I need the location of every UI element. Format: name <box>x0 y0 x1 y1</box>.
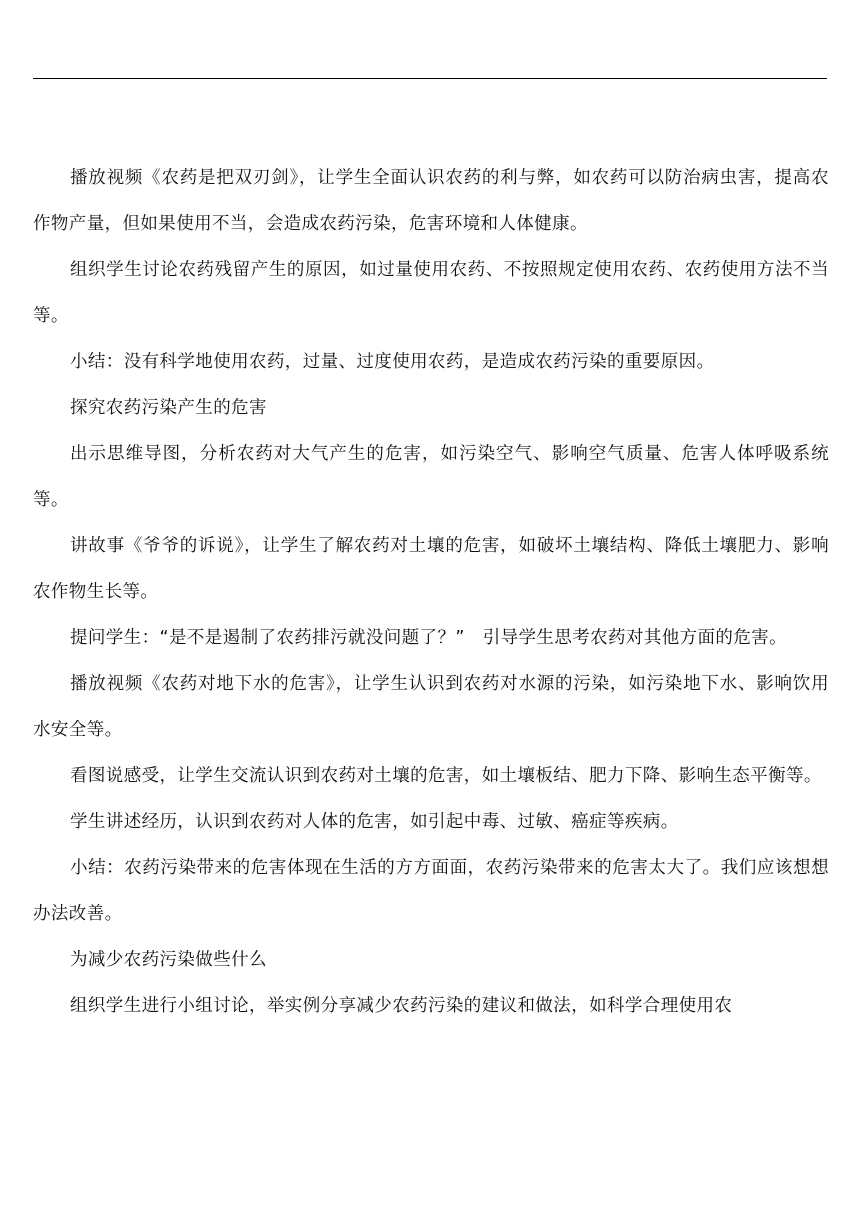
header-rule <box>33 78 827 79</box>
paragraph-picture-feelings: 看图说感受，让学生交流认识到农药对土壤的危害，如土壤板结、肥力下降、影响生态平衡等。 <box>70 766 822 786</box>
paragraph-group-discussion: 组织学生进行小组讨论，举实例分享减少农药污染的建议和做法，如科学合理使用农 <box>70 996 733 1016</box>
paragraph-summary-harms: 小结：农药污染带来的危害体现在生活的方方面面，农药污染带来的危害太大了。我们应该想想办法改善。 <box>33 858 829 924</box>
paragraph-video-double-edged-sword: 播放视频《农药是把双刃剑》，让学生全面认识农药的利与弊，如农药可以防治病虫害，提高农作物产量，但如果使用不当，会造成农药污染，危害环境和人体健康。 <box>33 168 829 234</box>
paragraph-student-experience: 学生讲述经历，认识到农药对人体的危害，如引起中毒、过敏、癌症等疾病。 <box>70 812 679 832</box>
paragraph-discuss-residue-causes: 组织学生讨论农药残留产生的原因，如过量使用农药、不按照规定使用农药、农药使用方法不当等。 <box>33 260 829 326</box>
paragraph-story-soil: 讲故事《爷爷的诉说》，让学生了解农药对土壤的危害，如破坏土壤结构、降低土壤肥力、影响农作物生长等。 <box>33 536 829 602</box>
section-heading-reduce-pollution: 为减少农药污染做些什么 <box>70 950 267 970</box>
paragraph-video-groundwater: 播放视频《农药对地下水的危害》，让学生认识到农药对水源的污染，如污染地下水、影响饮用水安全等。 <box>33 674 829 740</box>
paragraph-mind-map-air: 出示思维导图，分析农药对大气产生的危害，如污染空气、影响空气质量、危害人体呼吸系统等。 <box>33 444 829 510</box>
document-body <box>33 155 829 1029</box>
section-heading-explore-harms: 探究农药污染产生的危害 <box>70 398 267 418</box>
paragraph-summary-causes: 小结：没有科学地使用农药，过量、过度使用农药，是造成农药污染的重要原因。 <box>70 352 715 372</box>
paragraph-question-students: 提问学生：“是不是遏制了农药排污就没问题了？” 引导学生思考农药对其他方面的危害。 <box>70 628 788 648</box>
